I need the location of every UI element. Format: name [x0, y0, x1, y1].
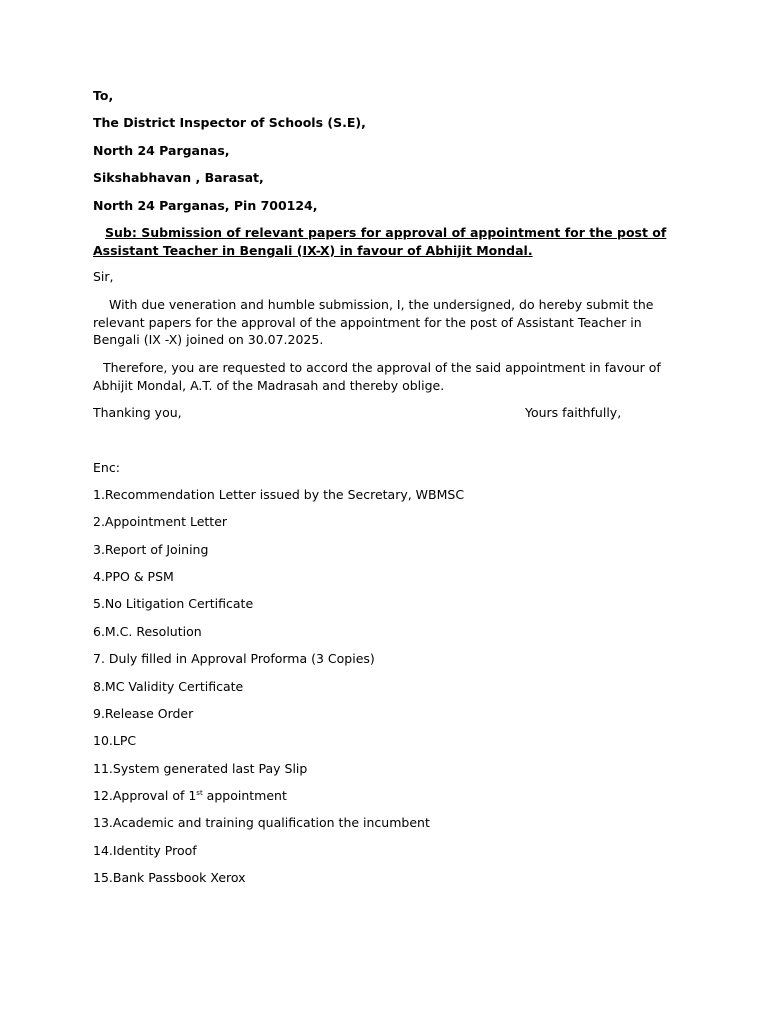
address-to: To, [93, 88, 114, 103]
enclosure-item: 11.System generated last Pay Slip [93, 761, 308, 776]
enclosure-item: 6.M.C. Resolution [93, 624, 202, 639]
enclosure-item: 15.Bank Passbook Xerox [93, 870, 246, 885]
enclosure-item: 4.PPO & PSM [93, 569, 174, 584]
ordinal-superscript: st [196, 789, 203, 797]
enclosure-item-12-tail: appointment [202, 788, 287, 803]
enclosure-item: 14.Identity Proof [93, 843, 197, 858]
subject-line: Sub: Submission of relevant papers for approval of appointment for the post of Assistant Teacher in Bengali (IX-X) in favour of Abhijit Mondal. [93, 225, 667, 258]
salutation: Sir, [93, 269, 114, 284]
enclosure-item: 5.No Litigation Certificate [93, 596, 254, 611]
enclosure-item: 3.Report of Joining [93, 542, 209, 557]
enclosure-item: 2.Appointment Letter [93, 514, 228, 529]
address-line-4: North 24 Parganas, Pin 700124, [93, 198, 318, 213]
body-paragraph-2: Therefore, you are requested to accord the approval of the said appointment in favour of Abhijit Mondal, A.T. of the Madrasah and thereby oblige. [93, 360, 661, 393]
enclosure-item-12 [93, 787, 287, 805]
address-line-2: North 24 Parganas, [93, 143, 230, 158]
enclosure-item: 10.LPC [93, 733, 137, 748]
address-line-1: The District Inspector of Schools (S.E), [93, 115, 366, 130]
enclosure-item: 7. Duly filled in Approval Proforma (3 Copies) [93, 651, 375, 666]
enclosure-item: 8.MC Validity Certificate [93, 679, 244, 694]
enclosure-item: 9.Release Order [93, 706, 194, 721]
address-line-3: Sikshabhavan , Barasat, [93, 170, 264, 185]
enclosure-item-12-text: 12.Approval of 1 [93, 788, 197, 803]
enclosure-item: 13.Academic and training qualification the incumbent [93, 815, 430, 830]
enclosure-item: 1.Recommendation Letter issued by the Secretary, WBMSC [93, 487, 465, 502]
thanking-you: Thanking you, [93, 405, 182, 420]
yours-faithfully: Yours faithfully, [525, 405, 622, 420]
enclosures-label: Enc: [93, 460, 120, 475]
body-paragraph-1: With due veneration and humble submission, I, the undersigned, do hereby submit the relevant papers for the approval of the appointment for the post of Assistant Teacher in Bengali (IX -X) joined on 30.07.2025. [93, 297, 654, 347]
